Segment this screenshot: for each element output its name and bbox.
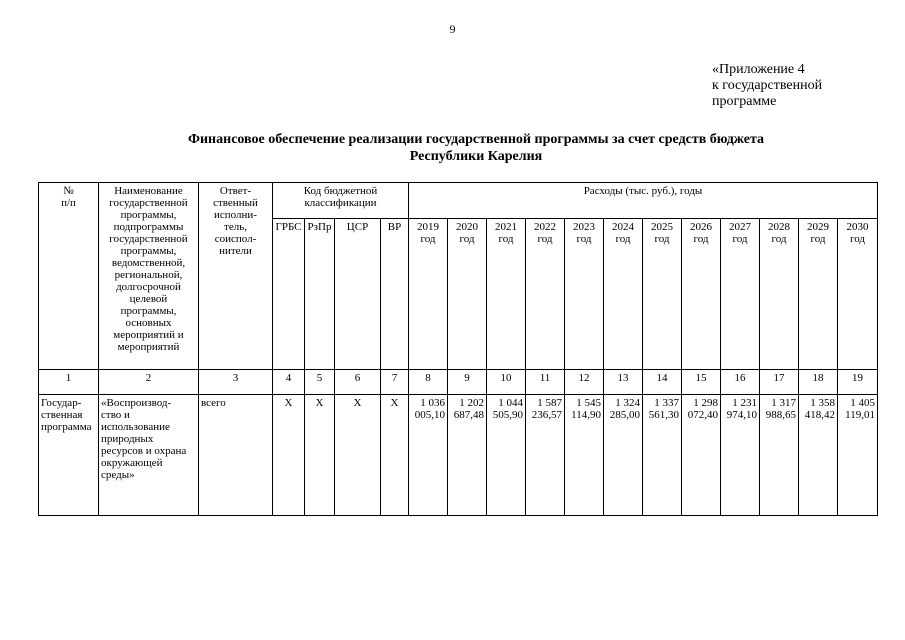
appendix-line: «Приложение 4 [712,62,805,77]
column-number: 11 [526,370,565,395]
column-number: 12 [565,370,604,395]
header-year: 2027 год [721,219,760,370]
appendix-note [712,62,822,110]
header-vr: ВР [381,219,409,370]
column-number: 9 [448,370,487,395]
column-number: 14 [643,370,682,395]
page-number: 9 [449,22,456,36]
column-number: 1 [39,370,99,395]
row-csr: X [335,395,381,516]
row-value-2026: 1 298 072,40 [682,395,721,516]
column-number: 6 [335,370,381,395]
row-value-2020: 1 202 687,48 [448,395,487,516]
row-grbs: X [273,395,305,516]
header-responsible: Ответ- ственный исполни- тель, соиспол- нители [199,183,273,370]
column-number: 10 [487,370,526,395]
row-responsible: всего [199,395,273,516]
row-value-2030: 1 405 119,01 [838,395,878,516]
row-value-2027: 1 231 974,10 [721,395,760,516]
row-value-2029: 1 358 418,42 [799,395,838,516]
header-year: 2019 год [409,219,448,370]
column-number: 13 [604,370,643,395]
header-year: 2026 год [682,219,721,370]
column-number: 8 [409,370,448,395]
row-value-2028: 1 317 988,65 [760,395,799,516]
column-number: 17 [760,370,799,395]
title-line: Финансовое обеспечение реализации государственной программы за счет средств бюджета [187,132,765,147]
header-year: 2025 год [643,219,682,370]
column-number-row [39,370,878,395]
header-year: 2029 год [799,219,838,370]
row-program-name: «Воспроизвод- ство и использование природных ресурсов и охрана окружающей среды» [99,395,199,516]
header-rzpr: РзПр [305,219,335,370]
column-number: 3 [199,370,273,395]
header-year: 2023 год [565,219,604,370]
row-value-2025: 1 337 561,30 [643,395,682,516]
table-row [39,395,878,516]
column-number: 15 [682,370,721,395]
column-number: 5 [305,370,335,395]
header-year: 2028 год [760,219,799,370]
column-number: 4 [273,370,305,395]
header-year: 2022 год [526,219,565,370]
appendix-line: программе [712,94,777,109]
header-grbs: ГРБС [273,219,305,370]
row-value-2019: 1 036 005,10 [409,395,448,516]
title-line: Республики Карелия [409,149,543,164]
header-budget-code: Код бюджетной классификации [273,183,409,219]
document-title [0,131,905,165]
header-year: 2021 год [487,219,526,370]
header-row [39,183,878,219]
row-type: Государ- ственная программа [39,395,99,516]
header-csr: ЦСР [335,219,381,370]
row-value-2023: 1 545 114,90 [565,395,604,516]
row-vr: X [381,395,409,516]
appendix-line: к государственной [712,78,823,93]
row-rzpr: X [305,395,335,516]
header-year: 2030 год [838,219,878,370]
header-year: 2020 год [448,219,487,370]
row-value-2024: 1 324 285,00 [604,395,643,516]
column-number: 19 [838,370,878,395]
header-expenses: Расходы (тыс. руб.), годы [409,183,878,219]
column-number: 7 [381,370,409,395]
row-value-2022: 1 587 236,57 [526,395,565,516]
row-value-2021: 1 044 505,90 [487,395,526,516]
column-number: 2 [99,370,199,395]
header-name: Наименование государственной программы, подпрограммы государственной программы, ведомственной, региональной, долгосрочной целевой программы, основных мероприятий и мероприятий [99,183,199,370]
header-num: № п/п [39,183,99,370]
financing-table [38,182,878,516]
column-number: 16 [721,370,760,395]
header-year: 2024 год [604,219,643,370]
column-number: 18 [799,370,838,395]
